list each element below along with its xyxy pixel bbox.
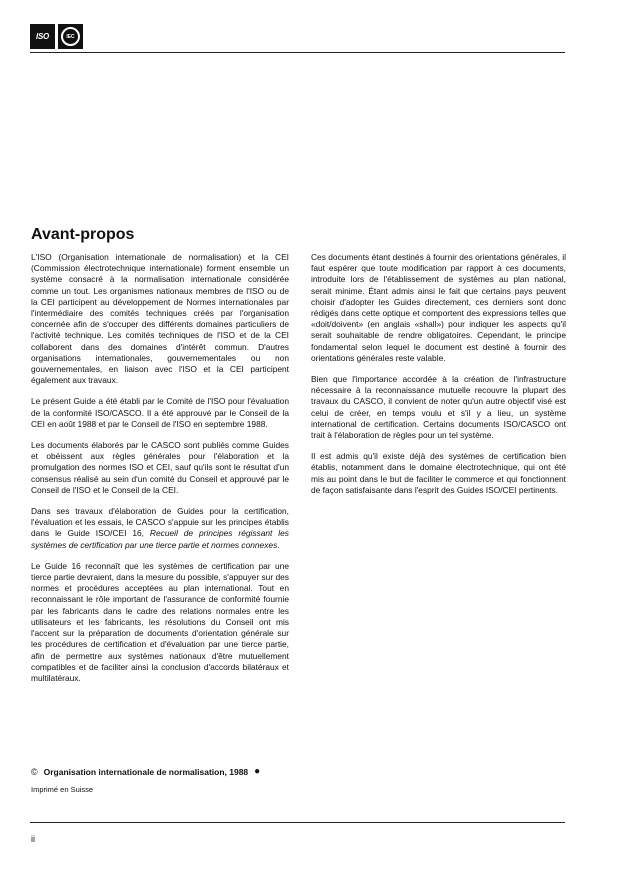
paragraph: L'ISO (Organisation internationale de normalisation) et la CEI (Commission électrotechnique internationale) forment ensemble un système consacré à la normalisation internationale considérée comme un tout. Les organismes nationaux membres de l'ISO ou de la CEI participent au développement de Normes internationales par l'intermédiaire des comités techniques créés par l'organisation concernée afin de s'occuper des différents domaines particuliers de l'activité technique. Les comités techniques de l'ISO et de la CEI collaborent dans des domaines d'intérêt commun. D'autres organisations internationales, gouvernementales ou non gouvernementales, en liaison avec l'ISO et la CEI participent également aux travaux. <box>31 252 289 386</box>
paragraph: Les documents élaborés par le CASCO sont publiés comme Guides et obéissent aux règles générales pour l'élaboration et la promulgation des normes ISO et CEI, sauf qu'ils sont le résultat d'un consensus réalisé au sein d'un comité du Conseil et approuvé par le Conseil de l'ISO et le Conseil de la CEI. <box>31 440 289 495</box>
copyright-text: Organisation internationale de normalisation, 1988 <box>43 766 249 777</box>
iec-logo-text: IEC <box>66 33 75 40</box>
page-title: Avant-propos <box>31 226 135 243</box>
logos <box>30 24 83 49</box>
page-number: ii <box>31 834 35 844</box>
bullet-icon: ● <box>254 766 261 777</box>
guide16-end: . <box>277 539 280 550</box>
paragraph: Le présent Guide a été établi par le Comité de l'ISO pour l'évaluation de la conformité ISO/CASCO. Il a été approuvé par le Conseil de la CEI en août 1988 et par le Conseil de l'ISO en septembre 1988. <box>31 396 289 429</box>
paragraph: Il est admis qu'il existe déjà des systèmes de certification bien établis, notamment dans le domaine électrotechnique, qui ont été mis au point dans le but de faciliter le commerce et qui fonctionnent de façon satisfaisante dans l'esprit des Guides ISO/CEI pertinents. <box>311 451 566 495</box>
paragraph-guide16 <box>31 506 289 551</box>
iso-logo-text: ISO <box>36 32 49 41</box>
iec-logo <box>58 24 83 49</box>
printed-in: Imprimé en Suisse <box>31 785 94 794</box>
left-column <box>31 252 289 694</box>
paragraph: Le Guide 16 reconnaît que les systèmes de certification par une tierce partie devraient, dans la mesure du possible, s'appuyer sur des normes et procédures acceptées au plan international. Tout en reconnaissant le rôle important de l'assurance de conformité fournie par les fabricants dans le cadre des relations normales entre les utilisateurs et les fabricants, les résolutions du Conseil ont mis l'accent sur la préparation de documents d'orientation générale sur les procédures de certification et d'évaluation par une tierce partie, afin de permettre aux systèmes nationaux d'être mutuellement compatibles et de faciliter ainsi la conclusion d'accords bilatéraux et multilatéraux. <box>31 560 289 683</box>
copyright-line <box>31 766 260 777</box>
guide16-title: Recueil de principes régissant les systèmes de certification par une tierce partie et normes connexes <box>31 528 289 550</box>
paragraph: Ces documents étant destinés à fournir des orientations générales, il faut espérer que toute modification par rapport à ces documents, introduite lors de l'établissement de systèmes au plan national, serait minime. Étant admis ainsi le fait que certains pays peuvent choisir d'adopter les Guides directement, ces derniers sont donc rédigés dans cette optique et comportent des expressions telles que «doit/doivent» (en anglais «shall») pour indiquer les aspects qu'il serait souhaitable de rendre obligatoires. Cependant, le principe fondamental selon lequel le document est destiné à fournir des orientations générales reste valable. <box>311 252 566 363</box>
right-column <box>311 252 566 506</box>
guide16-text: Dans ses travaux d'élaboration de Guides pour la certification, l'évaluation et les essais, le CASCO s'appuie sur les principes établis dans le Guide ISO/CEI 16, <box>31 506 289 539</box>
bottom-rule <box>30 822 565 823</box>
iso-logo <box>30 24 55 49</box>
iec-logo-ring <box>61 27 80 46</box>
copyright-symbol: © <box>31 766 38 777</box>
top-rule <box>30 52 565 53</box>
paragraph: Bien que l'importance accordée à la création de l'infrastructure nécessaire à la reconnaissance mutuelle recouvre la plupart des travaux du CASCO, il convient de noter qu'un autre objectif visé est celui de créer, en temps voulu et s'il y a lieu, un système international de certification. Certains documents ISO/CASCO ont trait à l'élaboration de règles pour un tel système. <box>311 374 566 441</box>
